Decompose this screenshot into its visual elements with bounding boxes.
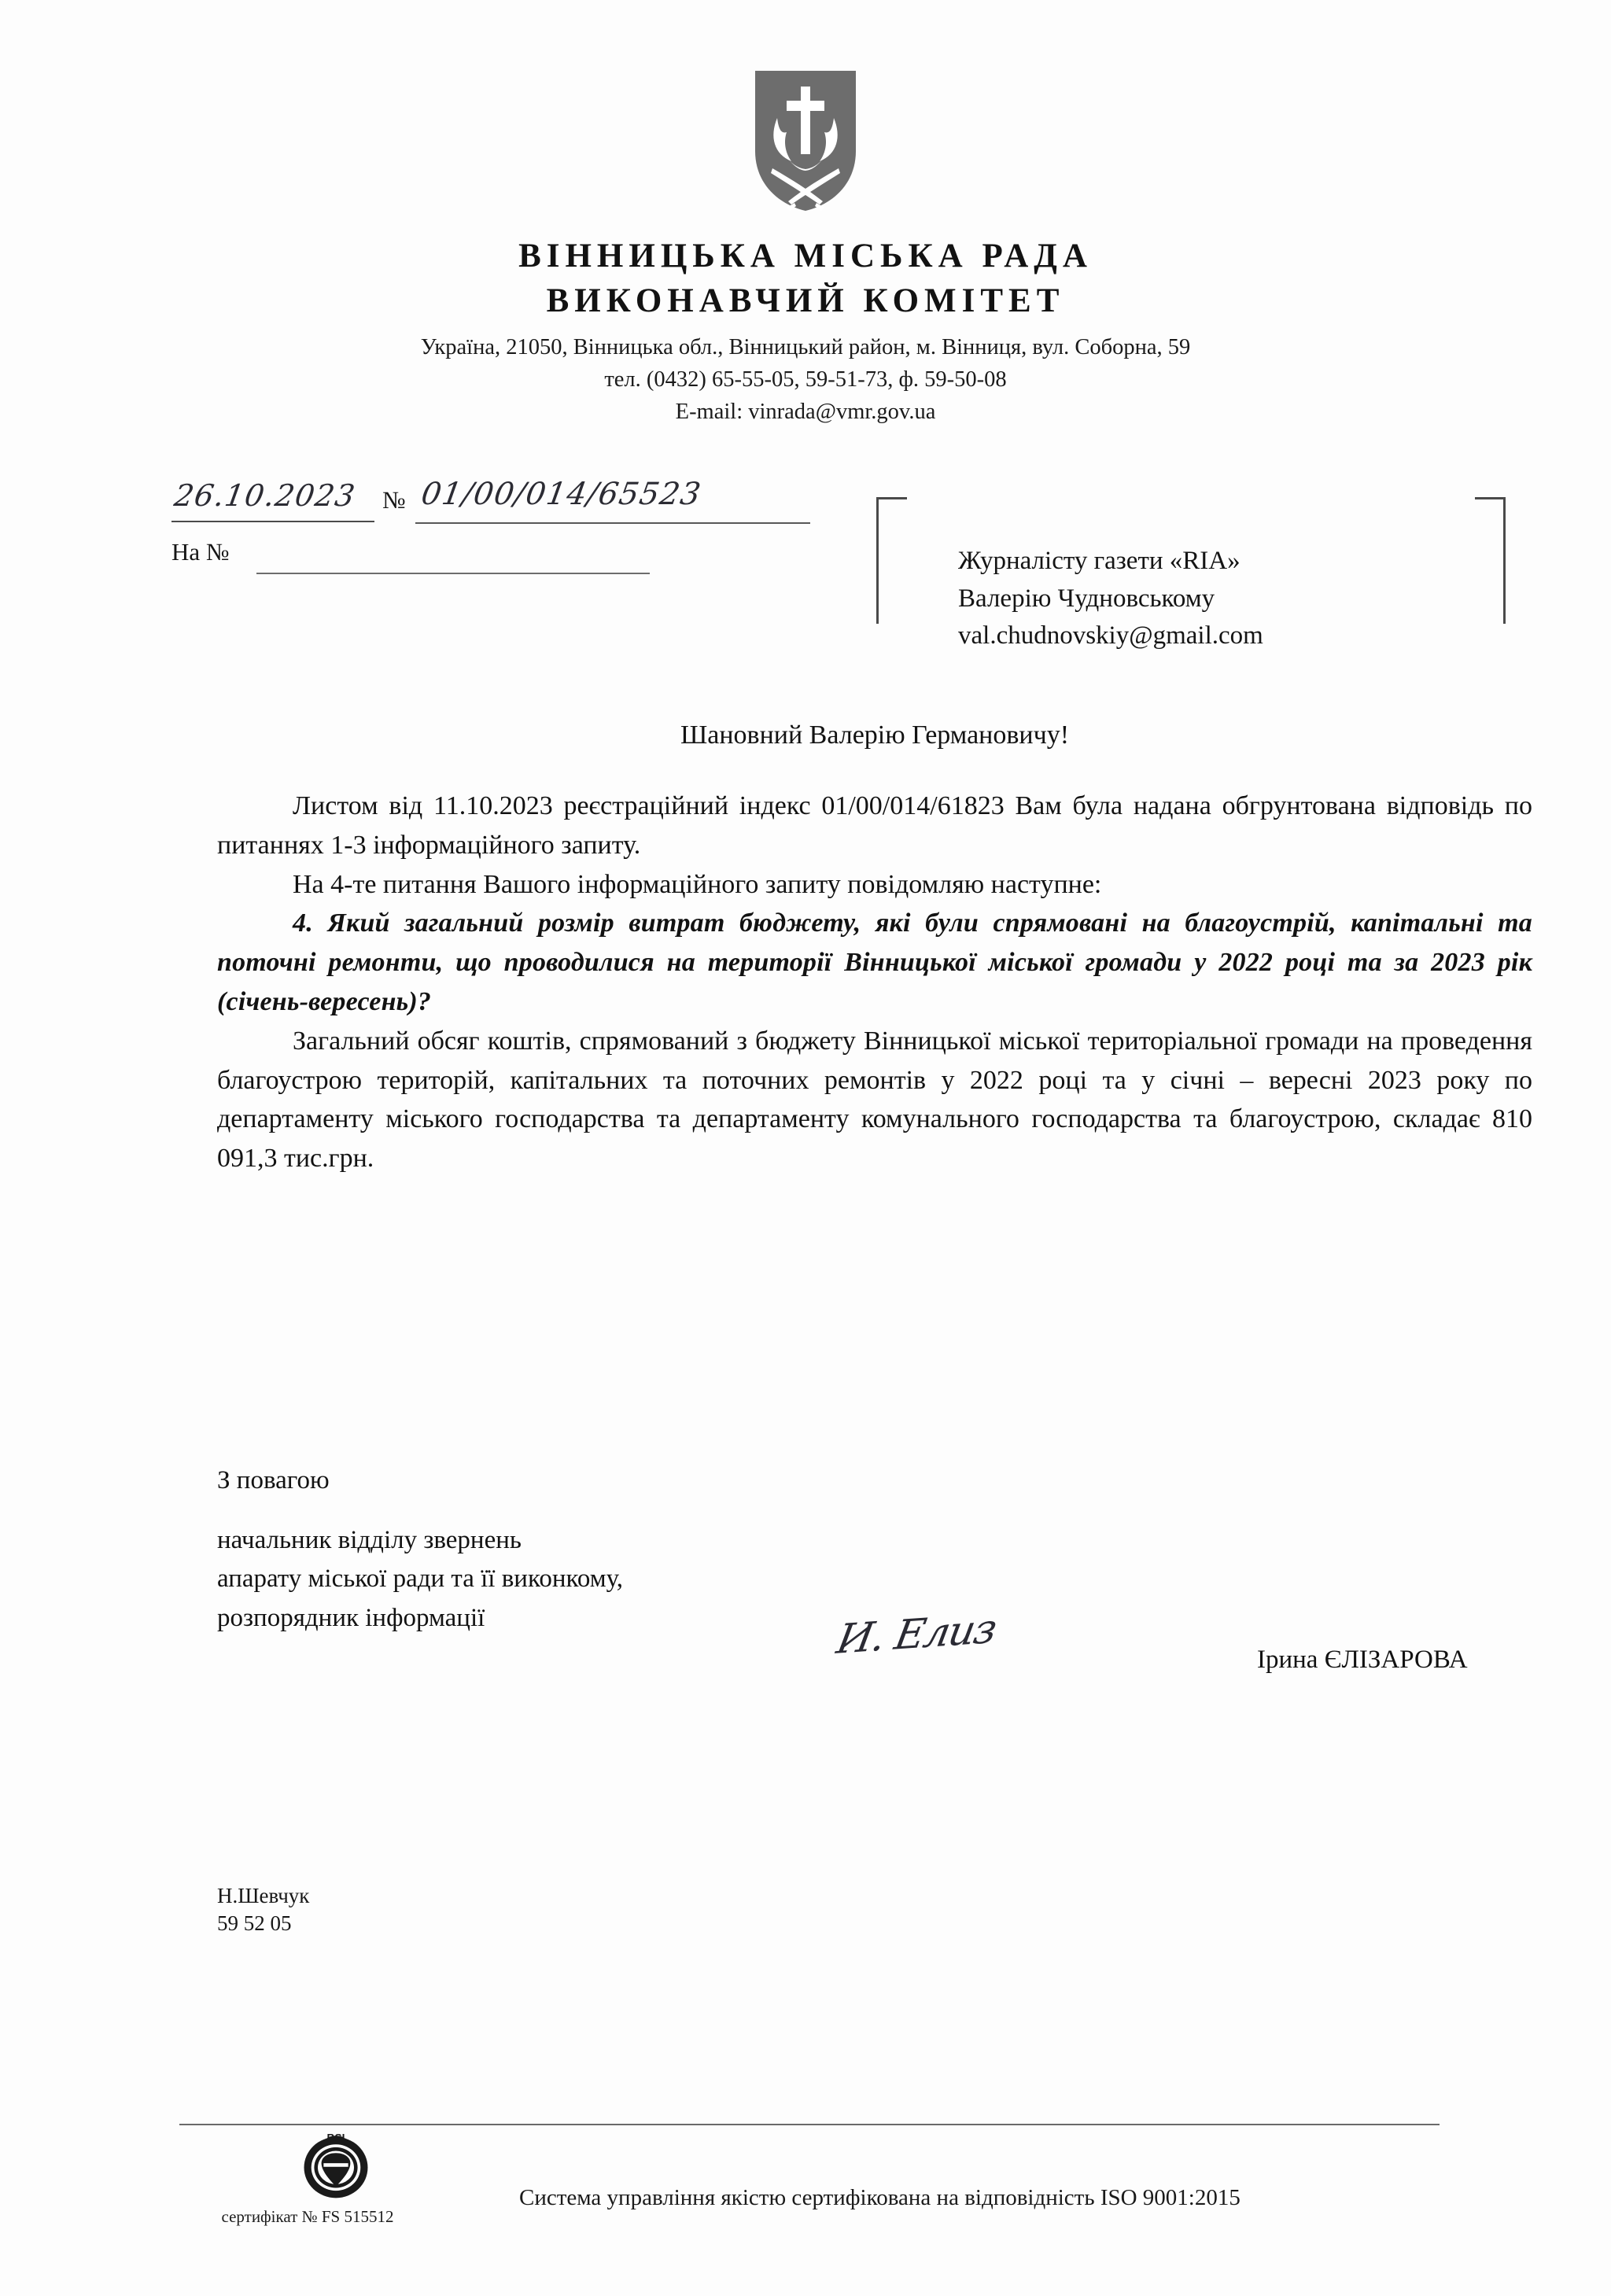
footer-divider [179, 2124, 1440, 2125]
outgoing-number-handwritten: 01/00/014/65523 [418, 477, 704, 512]
bsi-certification-mark [221, 2128, 395, 2227]
letterhead [0, 234, 1611, 428]
incoming-reference-rule [256, 573, 650, 574]
signature-block [217, 1461, 1539, 1674]
paragraph-previous-response: Листом від 11.10.2023 реєстраційний індекс 01/00/014/61823 Вам була надана обгрунтована відповідь по питаннях 1-3 інформаційного запиту. [217, 791, 1532, 860]
addressee-email: val.chudnovskiy@gmail.com [958, 621, 1263, 650]
salutation: Шановний Валерію Германовичу! [680, 720, 1070, 750]
outgoing-reference-row [171, 477, 817, 525]
handwritten-signature: И. Елиз [833, 1605, 1000, 1664]
letter-body [217, 720, 1532, 1178]
paragraph-question-4: 4. Який загальний розмір витрат бюджету, які були спрямовані на благоустрій, капітальні та поточні ремонти, що проводилися на території Вінницької міської громади у 2022 році та за 2023 рік (січень-вересень)? [217, 908, 1532, 1016]
executor-name: Н.Шевчук [217, 1884, 310, 1907]
signatory-title [217, 1461, 815, 1638]
outgoing-date-handwritten: 26.10.2023 [171, 478, 359, 513]
bsi-certificate-number: сертифікат № FS 515512 [221, 2207, 394, 2226]
paragraph-answer-4: Загальний обсяг коштів, спрямований з бюджету Вінницької міської територіальної громади на проведення благоустрою територій, капітальних та поточних ремонтів у 2022 році та у січні – вересні 2023 року по департаменту міського господарства та департаменту комунального господарства та благоустрою, складає 810 091,3 тис.грн. [217, 1026, 1532, 1174]
signatory-title-line-2: апарату міської ради та її виконкому, [217, 1564, 624, 1593]
reference-block [171, 477, 817, 566]
number-rule [415, 522, 810, 524]
paragraph-intro-question-4: На 4-те питання Вашого інформаційного запиту повідомляю наступне: [293, 869, 1102, 899]
signatory-name: Ірина ЄЛІЗАРОВА [1257, 1646, 1468, 1674]
addressee-bracket-top-right [1475, 497, 1506, 624]
bsi-kitemark-icon [300, 2128, 372, 2201]
emblem-container [0, 69, 1611, 212]
addressee-block [876, 497, 1506, 651]
letterhead-phone: тел. (0432) 65-55-05, 59-51-73, ф. 59-50-08 [604, 367, 1007, 392]
vinnytsia-coat-of-arms-icon [750, 69, 861, 212]
iso-statement: Система управління якістю сертифікована на відповідність ISO 9001:2015 [519, 2185, 1241, 2210]
svg-text:BSI: BSI [326, 2132, 345, 2144]
signatory-title-line-3: розпорядник інформації [217, 1603, 485, 1632]
organization-name-line-1: ВІННИЦЬКА МІСЬКА РАДА [518, 238, 1093, 275]
executor-phone: 59 52 05 [217, 1911, 292, 1936]
incoming-reference-row [171, 538, 817, 582]
date-rule [171, 521, 374, 522]
executor-block [217, 1882, 309, 1937]
signatory-title-line-1: начальник відділу звернень [217, 1525, 522, 1554]
closing-salutation: З повагою [217, 1466, 330, 1494]
letterhead-email: E-mail: vinrada@vmr.gov.ua [675, 399, 936, 424]
organization-name-line-2: ВИКОНАВЧИЙ КОМІТЕТ [546, 282, 1065, 319]
addressee-bracket-top-left [876, 497, 907, 624]
incoming-reference-label: На № [171, 538, 230, 566]
addressee-line-1: Журналісту газети «RIA» [958, 547, 1241, 575]
addressee-line-2: Валерію Чудновському [958, 584, 1215, 613]
addressee-lines [958, 543, 1263, 655]
letterhead-address: Україна, 21050, Вінницька обл., Вінницький район, м. Вінниця, вул. Соборна, 59 [420, 334, 1191, 359]
number-symbol-label: № [382, 486, 406, 514]
